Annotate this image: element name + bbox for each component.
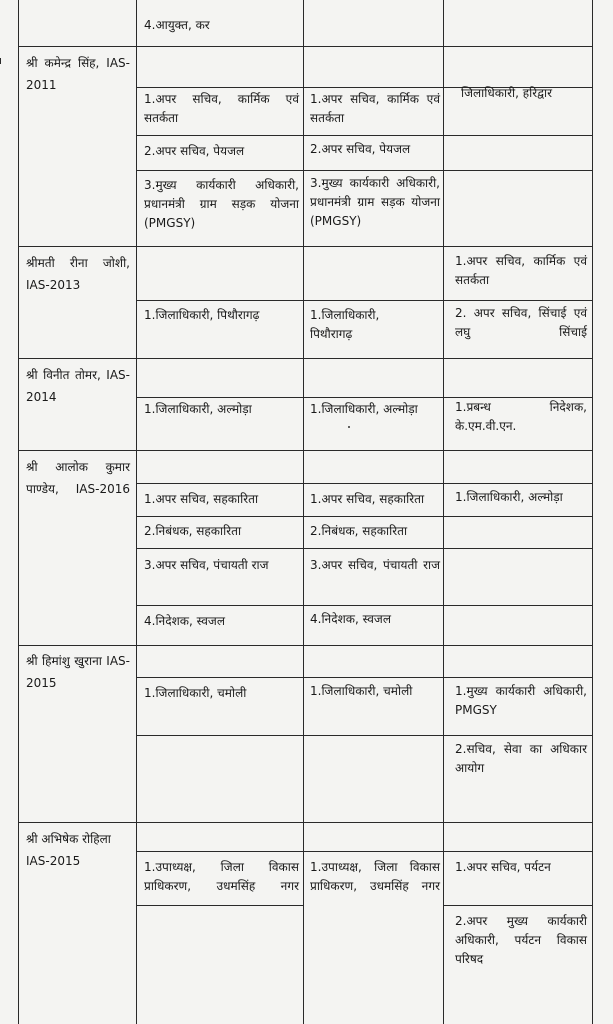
officer-name: श्री कमेन्द्र सिंह, IAS-2011 [26, 56, 130, 92]
row-rule [136, 605, 592, 606]
row-rule [18, 358, 592, 359]
posting-cell: 1.अपर सचिव, सहकारिता [310, 492, 425, 506]
posting-cell: 1.अपर सचिव, पर्यटन [455, 860, 551, 874]
posting-cell: 2.सचिव, सेवा का अधिकार आयोग [455, 742, 587, 775]
posting-cell: 1.जिलाधिकारी, अल्मोड़ा [455, 490, 563, 504]
officer-name: श्री अभिषेक रोहिला IAS-2015 [26, 832, 111, 868]
row-rule [18, 450, 592, 451]
posting-cell: 1.अपर सचिव, कार्मिक एवं सतर्कता [144, 92, 299, 125]
posting-cell: 2.अपर सचिव, पेयजल [310, 142, 411, 156]
posting-cell: जिलाधिकारी, हरिद्वार [461, 86, 553, 100]
officer-name: श्रीमती रीना जोशी, IAS-2013 [26, 256, 130, 292]
row-rule [136, 851, 592, 852]
row-rule [136, 905, 303, 906]
row-rule [136, 548, 592, 549]
officer-name: श्री हिमांशु खुराना IAS-2015 [26, 654, 130, 690]
row-rule [136, 735, 592, 736]
posting-cell: 1.जिलाधिकारी, पिथौरागढ़ [310, 308, 380, 341]
row-rule [136, 135, 592, 136]
posting-cell: 3.मुख्य कार्यकारी अधिकारी, प्रधानमंत्री ग्राम सड़क योजना (PMGSY) [310, 176, 440, 228]
row-rule [136, 170, 592, 171]
row-rule [18, 822, 592, 823]
posting-cell: 1.जिलाधिकारी, चमोली [310, 684, 413, 698]
posting-cell: 3.अपर सचिव, पंचायती राज [144, 558, 269, 572]
posting-cell: 1.उपाध्यक्ष, जिला विकास प्राधिकरण, उधमसिंह नगर [144, 860, 299, 893]
row-rule [18, 645, 592, 646]
column-rule-5 [592, 0, 593, 1024]
officer-name: श्री विनीत तोमर, IAS-2014 [26, 368, 130, 404]
posting-cell: 2.निबंधक, सहकारिता [144, 524, 242, 538]
posting-cell: 2. अपर सचिव, सिंचाई एवं लघु सिंचाई [455, 306, 587, 339]
posting-cell: 4.निदेशक, स्वजल [310, 612, 391, 626]
posting-cell: 3.मुख्य कार्यकारी अधिकारी, प्रधानमंत्री ग्राम सड़क योजना (PMGSY) [144, 178, 299, 230]
posting-cell: 1.मुख्य कार्यकारी अधिकारी, PMGSY [455, 684, 587, 717]
officer-name: श्री आलोक कुमार पाण्डेय, IAS-2016 [26, 460, 130, 496]
posting-cell: 1.अपर सचिव, कार्मिक एवं सतर्कता [310, 92, 440, 125]
column-rule-2 [136, 0, 137, 1024]
column-rule-4 [443, 0, 444, 1024]
posting-cell: 4.आयुक्त, कर [144, 18, 210, 32]
row-rule [136, 300, 592, 301]
posting-cell: 4.निदेशक, स्वजल [144, 614, 225, 628]
row-rule [18, 46, 592, 47]
row-rule [443, 905, 592, 906]
posting-cell: 1.उपाध्यक्ष, जिला विकास प्राधिकरण, उधमसिंह नगर [310, 860, 440, 893]
posting-cell: 1.जिलाधिकारी, अल्मोड़ा [144, 402, 252, 416]
posting-cell: 3.अपर सचिव, पंचायती राज [310, 558, 440, 572]
posting-cell: 1.अपर सचिव, कार्मिक एवं सतर्कता [455, 254, 587, 287]
posting-cell: 1.जिलाधिकारी, पिथौरागढ़ [144, 308, 260, 322]
row-rule [136, 516, 592, 517]
row-rule [136, 483, 592, 484]
column-rule-1 [18, 0, 19, 1024]
ink-speck [348, 426, 350, 428]
row-rule [136, 677, 592, 678]
posting-cell: 1.प्रबन्ध निदेशक, के.एम.वी.एन. [455, 400, 587, 433]
posting-cell: 1.अपर सचिव, सहकारिता [144, 492, 259, 506]
posting-cell: 2.अपर सचिव, पेयजल [144, 144, 245, 158]
posting-cell: 1.जिलाधिकारी, अल्मोड़ा [310, 402, 418, 416]
posting-cell: 2.निबंधक, सहकारिता [310, 524, 408, 538]
row-rule [18, 246, 592, 247]
posting-cell: 2.अपर मुख्य कार्यकारी अधिकारी, पर्यटन विकास परिषद [455, 914, 587, 966]
posting-cell: 1.जिलाधिकारी, चमोली [144, 686, 247, 700]
margin-tick [0, 58, 4, 64]
column-rule-3 [303, 0, 304, 1024]
